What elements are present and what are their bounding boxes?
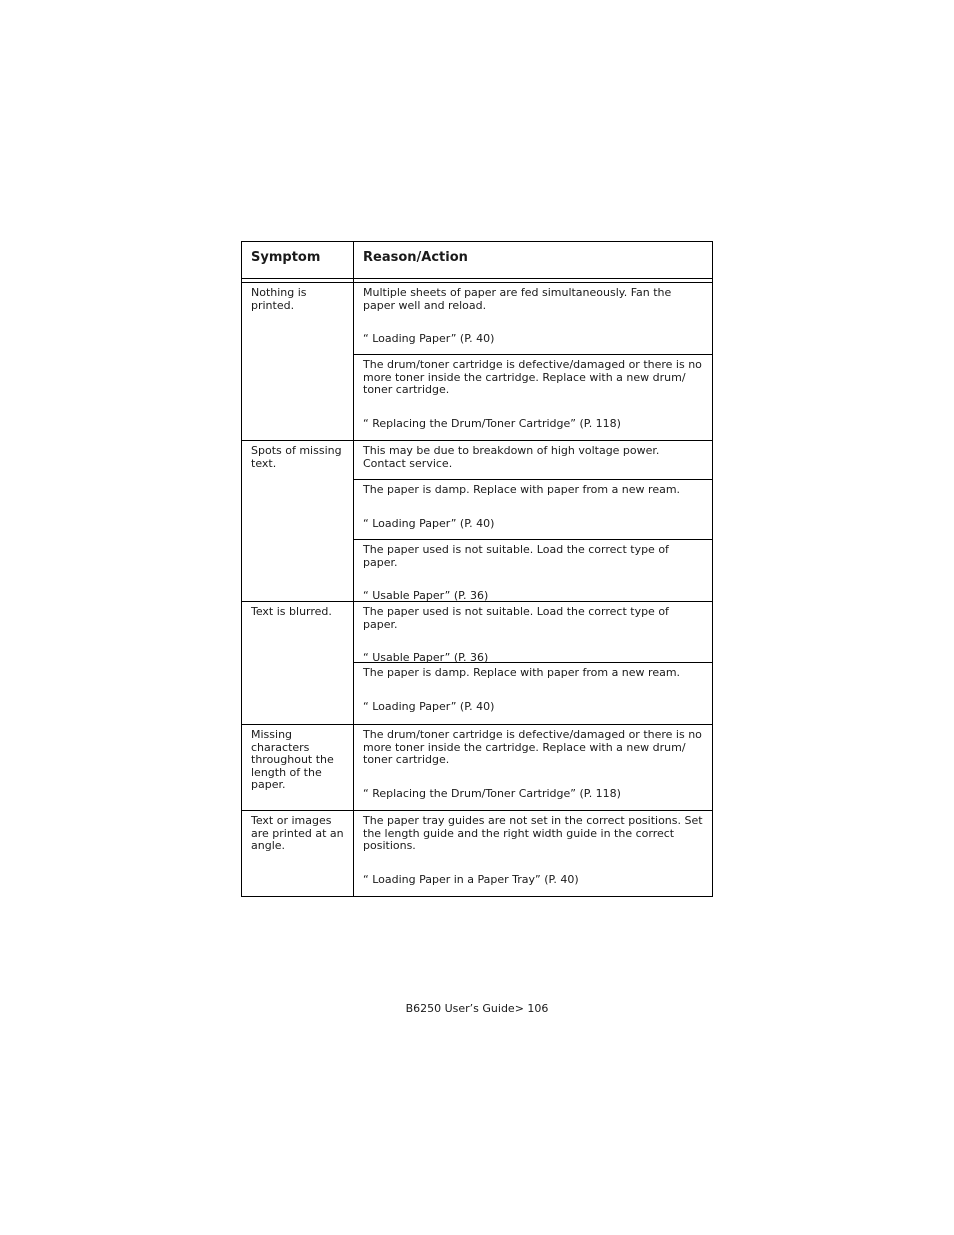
actions-cell <box>354 441 712 601</box>
table-row <box>242 602 712 725</box>
action-item <box>354 480 712 540</box>
actions-cell <box>354 283 712 440</box>
table-row <box>242 725 712 811</box>
action-text: The paper is damp. Replace with paper from a new ream. <box>363 666 681 679</box>
symptom-cell: Text or images are printed at an angle. <box>242 811 354 896</box>
action-text: The paper used is not suitable. Load the correct type of paper. <box>363 543 669 569</box>
table-header <box>242 242 712 279</box>
action-text: Multiple sheets of paper are fed simultaneously. Fan the paper well and reload. <box>363 286 672 312</box>
action-item <box>354 725 712 810</box>
action-item <box>354 355 712 440</box>
page-footer: B6250 User’s Guide> 106 <box>405 1002 549 1015</box>
actions-cell <box>354 811 712 896</box>
action-item <box>354 283 712 355</box>
action-text: The drum/toner cartridge is defective/damaged or there is no more toner inside the cartridge. Replace with a new drum/ toner cartridge. <box>363 728 702 767</box>
reference-link[interactable]: “ Replacing the Drum/Toner Cartridge” (P. 118) <box>363 786 621 800</box>
reference-link[interactable]: “ Loading Paper” (P. 40) <box>363 699 495 713</box>
header-symptom: Symptom <box>242 242 354 278</box>
action-text: The paper tray guides are not set in the correct positions. Set the length guide and the right width guide in the correct positions. <box>363 814 703 853</box>
table-row <box>242 811 712 896</box>
action-item <box>354 441 712 480</box>
troubleshooting-table <box>241 241 713 897</box>
action-item <box>354 663 712 724</box>
symptom-cell: Missing characters throughout the length of the paper. <box>242 725 354 810</box>
table-row <box>242 283 712 441</box>
symptom-cell: Spots of missing text. <box>242 441 354 601</box>
reference-link[interactable]: “ Loading Paper” (P. 40) <box>363 516 495 530</box>
symptom-cell: Nothing is printed. <box>242 283 354 440</box>
action-text: The paper used is not suitable. Load the correct type of paper. <box>363 605 669 631</box>
actions-cell <box>354 725 712 810</box>
reference-link[interactable]: “ Replacing the Drum/Toner Cartridge” (P. 118) <box>363 416 621 430</box>
action-item <box>354 811 712 896</box>
symptom-cell: Text is blurred. <box>242 602 354 724</box>
action-text: This may be due to breakdown of high voltage power. Contact service. <box>363 444 660 470</box>
action-text: The paper is damp. Replace with paper from a new ream. <box>363 483 681 496</box>
reference-link[interactable]: “ Usable Paper” (P. 36) <box>363 651 489 665</box>
reference-link[interactable]: “ Loading Paper in a Paper Tray” (P. 40) <box>363 872 579 886</box>
action-item <box>354 602 712 663</box>
action-text: The drum/toner cartridge is defective/damaged or there is no more toner inside the cartridge. Replace with a new drum/ toner cartridge. <box>363 358 702 397</box>
header-reason-action: Reason/Action <box>363 250 468 265</box>
reference-link[interactable]: “ Loading Paper” (P. 40) <box>363 332 495 346</box>
action-item <box>354 540 712 601</box>
table-row <box>242 441 712 602</box>
reference-link[interactable]: “ Usable Paper” (P. 36) <box>363 589 489 603</box>
actions-cell <box>354 602 712 724</box>
